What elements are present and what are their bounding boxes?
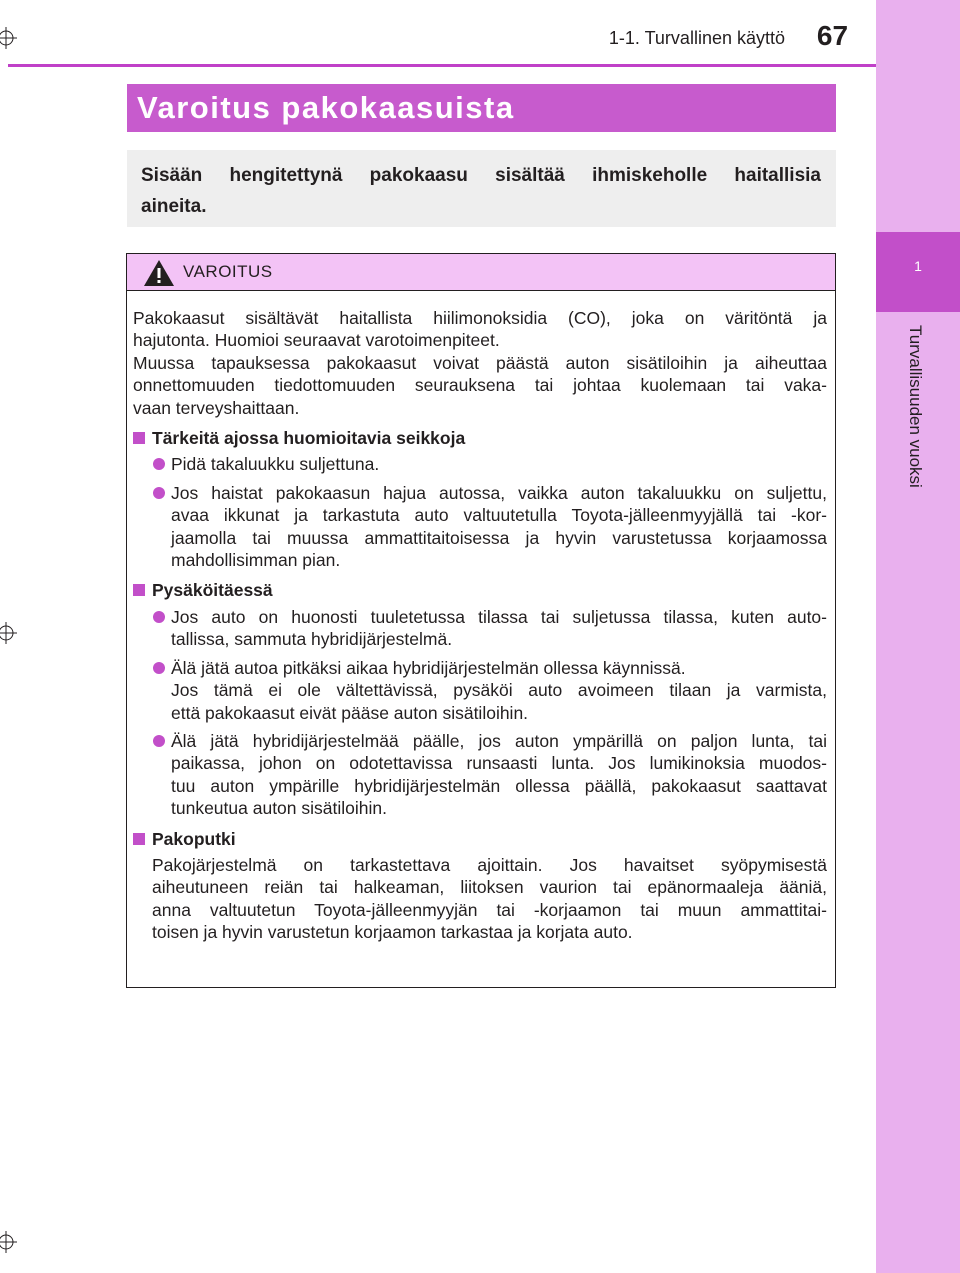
chapter-number: 1 [914, 258, 922, 274]
warning-triangle-icon [143, 259, 175, 287]
text-line: että pakokaasut eivät pääse auton sisätiloihin. [171, 702, 529, 723]
text-line: mahdollisimman pian. [171, 550, 341, 571]
square-bullet-icon [133, 833, 145, 845]
chapter-label: Turvallisuuden vuoksi [906, 325, 925, 488]
text-line: Pidä takaluukku suljettuna. [171, 454, 380, 475]
text-line: onnettomuuden tiedottomuuden seurauksena tai johtaa kuolemaan tai vaka- [133, 375, 827, 396]
square-bullet-icon [133, 432, 145, 444]
text-line: avaa ikkunat ja tarkastuta auto valtuutetulla Toyota-jälleenmyyjällä tai -kor- [171, 505, 827, 526]
section-heading [133, 828, 827, 850]
bullet-item [133, 657, 827, 724]
registration-mark-top-left [0, 27, 17, 49]
text-line: anna valtuutetun Toyota-jälleenmyyjän tai -korjaamon tai muun ammattitai- [152, 899, 827, 920]
text-line: tuu auton ympärille hybridijärjestelmän ollessa päällä, pakokaasut saattavat [171, 775, 827, 796]
section-heading [133, 427, 827, 449]
circle-bullet-icon [153, 458, 165, 470]
intro-line: Sisään hengitettynä pakokaasu sisältää ihmiskeholle haitallisia [141, 165, 821, 186]
square-bullet-icon [133, 584, 145, 596]
header-section-title: 1-1. Turvallinen käyttö [608, 28, 785, 48]
circle-bullet-icon [153, 611, 165, 623]
warning-body [133, 307, 827, 944]
text-line: jaamolla tai muussa ammattitaitoisessa ja hyvin varustetussa korjaamossa [171, 527, 827, 548]
circle-bullet-icon [153, 487, 165, 499]
text-line: Älä jätä autoa pitkäksi aikaa hybridijärjestelmän ollessa käynnissä. [171, 657, 686, 678]
registration-mark-bottom-left [0, 1231, 17, 1253]
text-line: Muussa tapauksessa pakokaasut voivat päästä auton sisätiloihin ja aiheuttaa [133, 352, 827, 373]
bullet-item [133, 453, 827, 475]
section-paragraph [133, 854, 827, 944]
warning-intro [133, 307, 827, 419]
text-line: hajutonta. Huomioi seuraavat varotoimenpiteet. [133, 330, 500, 351]
bullet-item [133, 606, 827, 651]
warning-title: VAROITUS [183, 262, 273, 281]
section-heading [133, 579, 827, 601]
text-line: Jos auto on huonosti tuuletetussa tilassa tai suljetussa tilassa, kuten auto- [171, 606, 827, 627]
section-heading-text: Pysäköitäessä [152, 580, 273, 601]
text-line: Jos tämä ei ole vältettävissä, pysäköi auto avoimeen tilaan ja varmista, [171, 680, 827, 701]
text-line: aiheutuneen reiän tai halkeaman, liitoksen vaurion tai epänormaaleja ääniä, [152, 877, 827, 898]
circle-bullet-icon [153, 735, 165, 747]
text-line: tallissa, sammuta hybridijärjestelmä. [171, 629, 453, 650]
bullet-item [133, 482, 827, 572]
intro-line: aineita. [141, 196, 207, 217]
page-number: 67 [816, 20, 849, 51]
intro-text [141, 160, 821, 222]
circle-bullet-icon [153, 662, 165, 674]
text-line: Pakojärjestelmä on tarkastettava ajoittain. Jos havaitset syöpymisestä [152, 854, 827, 875]
text-line: Jos haistat pakokaasun hajua autossa, vaikka auton takaluukku on suljettu, [171, 482, 827, 503]
section-heading-text: Pakoputki [152, 828, 236, 849]
warning-header [127, 254, 835, 291]
header-divider [8, 64, 876, 67]
intro-box [127, 150, 836, 227]
text-line: tunkeutua auton sisätiloihin. [171, 798, 387, 819]
title-bar [127, 84, 836, 132]
text-line: toisen ja hyvin varustetun korjaamon tarkastaa ja korjata auto. [152, 922, 633, 943]
text-line: Älä jätä hybridijärjestelmää päälle, jos auton ympärillä on paljon lunta, tai [171, 730, 827, 751]
chapter-side-tab [876, 0, 960, 1273]
section-heading-text: Tärkeitä ajossa huomioitavia seikkoja [152, 428, 466, 449]
registration-mark-middle-left [0, 622, 17, 644]
page-title: Varoitus pakokaasuista [137, 90, 515, 125]
bullet-item [133, 730, 827, 820]
warning-box [126, 253, 836, 988]
text-line: Pakokaasut sisältävät haitallista hiilimonoksidia (CO), joka on väritöntä ja [133, 308, 827, 328]
text-line: vaan terveyshaittaan. [133, 397, 300, 418]
text-line: paikassa, johon on odotettavissa runsaasti lunta. Jos lumikinoksia muodos- [171, 753, 827, 774]
